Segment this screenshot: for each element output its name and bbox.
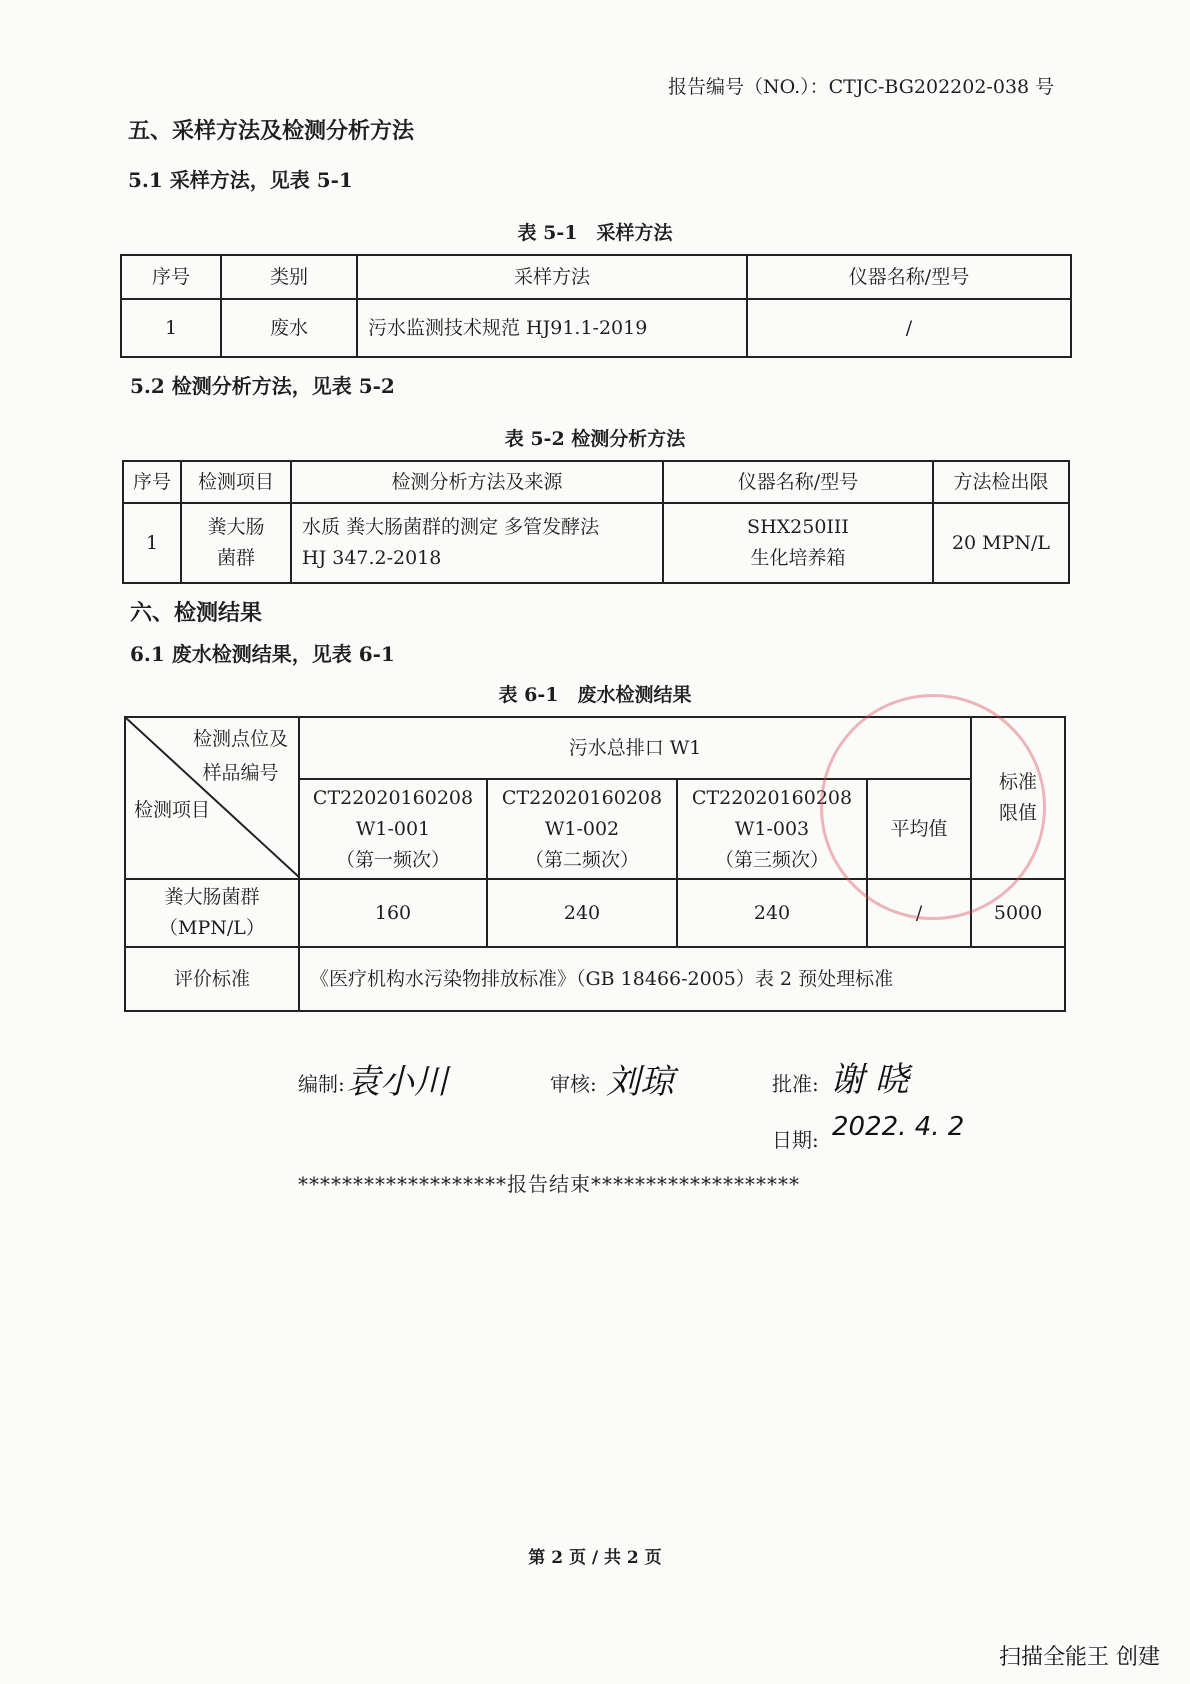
average-header: 平均值	[867, 779, 971, 879]
compile-signature: 袁小川	[346, 1062, 448, 1102]
eval-label: 评价标准	[125, 947, 299, 1011]
table-cell: 污水监测技术规范 HJ91.1-2019	[357, 299, 747, 357]
item-line: 菌群	[216, 547, 255, 569]
sample-id: W1-003	[734, 817, 810, 840]
table-header: 方法检出限	[933, 461, 1069, 503]
diag-bottom-text: 检测项目	[134, 799, 211, 821]
table-header: 类别	[221, 255, 357, 299]
diag-top-text	[193, 722, 288, 790]
sample-header	[299, 779, 487, 879]
sampling-method-table	[120, 254, 1072, 358]
red-seal-stamp	[820, 694, 1046, 920]
diag-top-line: 样品编号	[202, 762, 279, 784]
scanner-watermark: 扫描全能王 创建	[999, 1645, 1160, 1670]
method-line: HJ 347.2-2018	[302, 547, 442, 569]
table-header: 检测分析方法及来源	[291, 461, 663, 503]
table-5-1-caption: 表 5-1 采样方法	[517, 222, 673, 244]
item-cell	[125, 879, 299, 947]
section-6-title: 六、检测结果	[130, 600, 263, 626]
section-5-2-title: 5.2 检测分析方法，见表 5-2	[130, 374, 395, 398]
item-line: 粪大肠	[207, 516, 265, 538]
table-cell: 1	[121, 299, 221, 357]
table-cell	[181, 503, 291, 583]
sample-freq: （第三频次）	[714, 848, 829, 871]
value-cell: 240	[677, 879, 867, 947]
section-6-1-title: 6.1 废水检测结果，见表 6-1	[130, 642, 395, 666]
item-line: （MPN/L）	[159, 917, 265, 939]
table-cell: /	[747, 299, 1071, 357]
analysis-method-table	[122, 460, 1070, 584]
sample-code: CT22020160208	[312, 786, 474, 809]
report-number: 报告编号（NO.）：CTJC-BG202202-038 号	[668, 76, 1055, 98]
table-cell: 1	[123, 503, 181, 583]
table-header: 仪器名称/型号	[747, 255, 1071, 299]
sample-code: CT22020160208	[691, 786, 853, 809]
value-cell: 240	[487, 879, 677, 947]
sample-freq: （第二频次）	[524, 848, 639, 871]
report-end-line: *******************报告结束*******************	[298, 1172, 800, 1196]
table-header: 仪器名称/型号	[663, 461, 933, 503]
table-header: 检测项目	[181, 461, 291, 503]
review-signature: 刘琼	[606, 1062, 674, 1102]
section-5-title: 五、采样方法及检测分析方法	[128, 118, 415, 144]
standard-line: 限值	[999, 802, 1038, 824]
table-6-1-caption: 表 6-1 废水检测结果	[498, 684, 692, 706]
eval-text: 《医疗机构水污染物排放标准》（GB 18466-2005）表 2 预处理标准	[299, 947, 1065, 1011]
date-value: 2022. 4. 2	[832, 1112, 965, 1142]
value-cell: /	[867, 879, 971, 947]
sample-code: CT22020160208	[501, 786, 663, 809]
approve-signature: 谢 晓	[830, 1060, 909, 1100]
table-header: 序号	[123, 461, 181, 503]
item-line: 粪大肠菌群	[164, 886, 260, 908]
method-line: 水质 粪大肠菌群的测定 多管发酵法	[302, 516, 600, 538]
table-cell: 废水	[221, 299, 357, 357]
diagonal-header-cell	[125, 717, 299, 879]
sample-freq: （第一频次）	[335, 848, 450, 871]
review-label: 审核:	[550, 1072, 597, 1096]
date-label: 日期:	[772, 1128, 819, 1152]
section-5-1-title: 5.1 采样方法，见表 5-1	[128, 168, 353, 192]
approve-label: 批准:	[772, 1072, 819, 1096]
page-number: 第 2 页 / 共 2 页	[528, 1548, 662, 1568]
standard-line: 标准	[999, 771, 1038, 793]
table-cell	[663, 503, 933, 583]
table-header: 采样方法	[357, 255, 747, 299]
sample-id: W1-001	[355, 817, 431, 840]
instrument-line: SHX250III	[747, 516, 849, 538]
diag-top-line: 检测点位及	[192, 728, 288, 750]
compile-label: 编制:	[298, 1072, 345, 1096]
location-header: 污水总排口 W1	[299, 717, 971, 779]
value-cell: 160	[299, 879, 487, 947]
value-cell: 5000	[971, 879, 1065, 947]
table-cell	[291, 503, 663, 583]
instrument-line: 生化培养箱	[750, 547, 846, 569]
table-cell: 20 MPN/L	[933, 503, 1069, 583]
sample-header	[487, 779, 677, 879]
table-header: 序号	[121, 255, 221, 299]
table-5-2-caption: 表 5-2 检测分析方法	[504, 428, 686, 450]
sample-id: W1-002	[544, 817, 620, 840]
